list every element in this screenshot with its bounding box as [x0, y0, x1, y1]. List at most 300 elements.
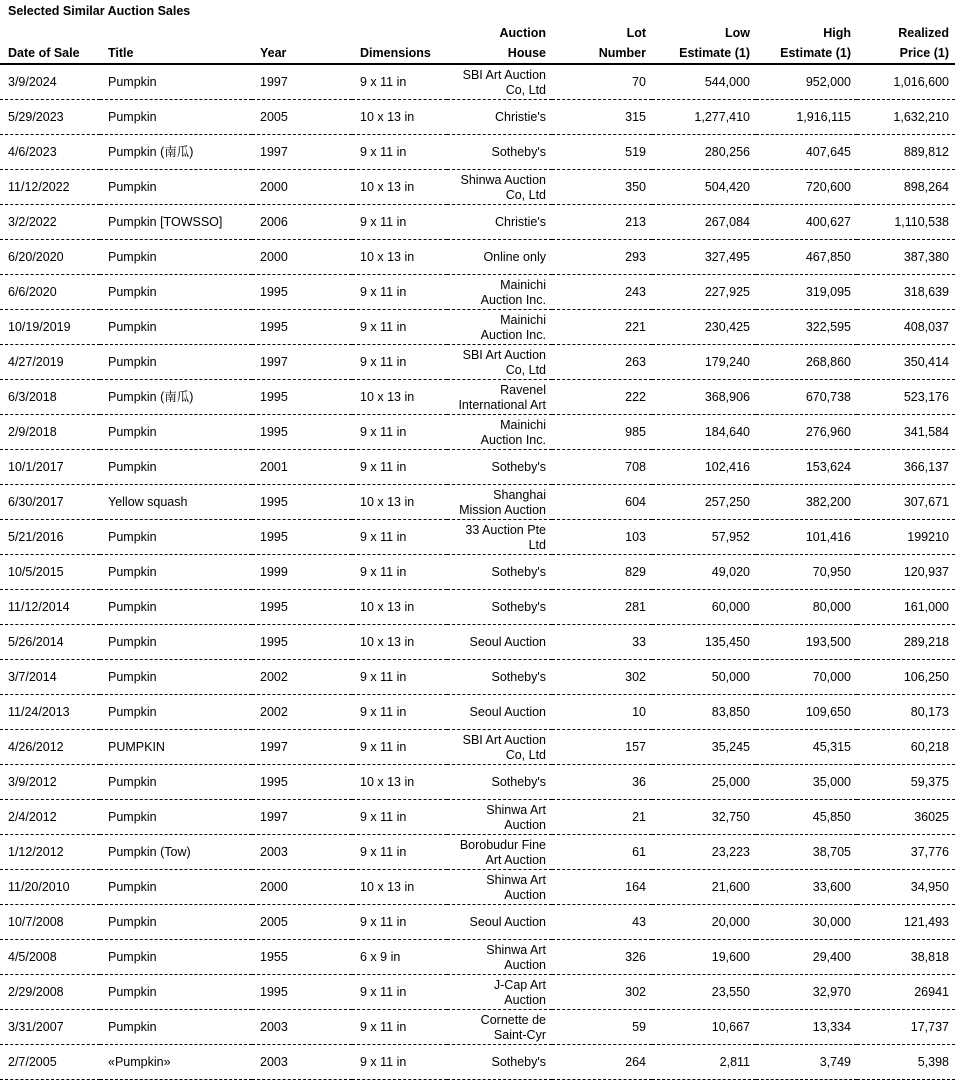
cell-high-estimate: 38,705 [756, 835, 857, 870]
table-row [0, 800, 955, 835]
cell-date: 4/6/2023 [0, 135, 100, 170]
auction-house-line: J-Cap Art [493, 977, 546, 992]
cell-year: 1999 [252, 555, 352, 590]
cell-title: Pumpkin [100, 765, 252, 800]
cell-auction-house [447, 730, 552, 765]
cell-high-estimate: 407,645 [756, 135, 857, 170]
col-header-lot-number [552, 23, 652, 64]
table-header-row [0, 23, 955, 64]
col-header-line: Realized [898, 26, 949, 40]
cell-year: 2000 [252, 170, 352, 205]
cell-low-estimate: 327,495 [652, 240, 756, 275]
cell-dimensions: 9 x 11 in [352, 695, 447, 730]
cell-low-estimate: 32,750 [652, 800, 756, 835]
cell-auction-house [447, 870, 552, 905]
cell-low-estimate: 184,640 [652, 415, 756, 450]
auction-house-line: Sotheby's [491, 565, 546, 579]
cell-lot-number: 315 [552, 100, 652, 135]
cell-lot-number: 164 [552, 870, 652, 905]
cell-title: Pumpkin [100, 555, 252, 590]
table-row [0, 625, 955, 660]
table-row [0, 205, 955, 240]
cell-lot-number: 281 [552, 590, 652, 625]
auction-house-line: Sotheby's [491, 1055, 546, 1069]
cell-low-estimate: 179,240 [652, 345, 756, 380]
cell-dimensions: 9 x 11 in [352, 310, 447, 345]
cell-dimensions: 10 x 13 in [352, 625, 447, 660]
cell-lot-number: 36 [552, 765, 652, 800]
table-row [0, 1010, 955, 1045]
table-row [0, 240, 955, 275]
cell-title: Pumpkin [100, 625, 252, 660]
cell-lot-number: 829 [552, 555, 652, 590]
auction-house-line: Shinwa Auction [460, 172, 546, 187]
cell-low-estimate: 83,850 [652, 695, 756, 730]
auction-house-line: SBI Art Auction [462, 347, 546, 362]
cell-low-estimate: 60,000 [652, 590, 756, 625]
col-header-low-estimate [652, 23, 756, 64]
cell-title: Pumpkin [100, 1010, 252, 1045]
table-body [0, 64, 955, 1080]
cell-realized-price: 5,398 [857, 1045, 955, 1080]
cell-date: 2/7/2005 [0, 1045, 100, 1080]
cell-auction-house [447, 940, 552, 975]
cell-date: 11/20/2010 [0, 870, 100, 905]
cell-dimensions: 9 x 11 in [352, 345, 447, 380]
cell-auction-house [447, 555, 552, 590]
cell-auction-house [447, 345, 552, 380]
cell-high-estimate: 720,600 [756, 170, 857, 205]
cell-year: 1995 [252, 275, 352, 310]
table-row [0, 940, 955, 975]
cell-date: 6/3/2018 [0, 380, 100, 415]
cell-date: 3/9/2024 [0, 64, 100, 100]
auction-house-line: Shinwa Art [486, 942, 546, 957]
cell-high-estimate: 30,000 [756, 905, 857, 940]
cell-title: Pumpkin (南瓜) [100, 135, 252, 170]
table-row [0, 730, 955, 765]
cell-auction-house [447, 310, 552, 345]
cell-high-estimate: 1,916,115 [756, 100, 857, 135]
cell-date: 3/9/2012 [0, 765, 100, 800]
col-header-line: House [507, 46, 546, 60]
cell-date: 5/29/2023 [0, 100, 100, 135]
cell-title: Pumpkin [100, 310, 252, 345]
cell-high-estimate: 45,850 [756, 800, 857, 835]
col-header-year: Year [252, 23, 352, 64]
cell-lot-number: 157 [552, 730, 652, 765]
auction-house-line: Auction Inc. [480, 292, 546, 307]
cell-date: 11/12/2022 [0, 170, 100, 205]
cell-lot-number: 293 [552, 240, 652, 275]
cell-realized-price: 341,584 [857, 415, 955, 450]
cell-low-estimate: 135,450 [652, 625, 756, 660]
cell-title: Pumpkin [100, 170, 252, 205]
cell-auction-house [447, 520, 552, 555]
cell-lot-number: 221 [552, 310, 652, 345]
cell-realized-price: 1,110,538 [857, 205, 955, 240]
cell-title: Pumpkin [100, 905, 252, 940]
col-header-line: Number [598, 46, 646, 60]
cell-auction-house [447, 590, 552, 625]
cell-realized-price: 307,671 [857, 485, 955, 520]
auction-house-line: Borobudur Fine [459, 837, 546, 852]
col-header-realized-price [857, 23, 955, 64]
cell-auction-house [447, 1045, 552, 1080]
table-row [0, 64, 955, 100]
auction-house-line: SBI Art Auction [462, 732, 546, 747]
cell-year: 2005 [252, 100, 352, 135]
table-row [0, 870, 955, 905]
cell-auction-house [447, 100, 552, 135]
cell-dimensions: 9 x 11 in [352, 275, 447, 310]
cell-date: 10/5/2015 [0, 555, 100, 590]
cell-realized-price: 366,137 [857, 450, 955, 485]
cell-realized-price: 26941 [857, 975, 955, 1010]
cell-dimensions: 9 x 11 in [352, 975, 447, 1010]
cell-lot-number: 350 [552, 170, 652, 205]
auction-house-line: Shinwa Art [486, 872, 546, 887]
cell-realized-price: 60,218 [857, 730, 955, 765]
auction-house-line: Auction [504, 957, 546, 972]
cell-realized-price: 80,173 [857, 695, 955, 730]
auction-house-line: Auction [504, 992, 546, 1007]
cell-auction-house [447, 240, 552, 275]
cell-lot-number: 10 [552, 695, 652, 730]
cell-lot-number: 519 [552, 135, 652, 170]
table-row [0, 345, 955, 380]
table-row [0, 485, 955, 520]
auction-house-line: Ravenel [500, 382, 546, 397]
cell-high-estimate: 400,627 [756, 205, 857, 240]
cell-dimensions: 9 x 11 in [352, 835, 447, 870]
cell-high-estimate: 101,416 [756, 520, 857, 555]
cell-year: 2003 [252, 1010, 352, 1045]
cell-year: 2003 [252, 1045, 352, 1080]
cell-title: Pumpkin [TOWSSO] [100, 205, 252, 240]
cell-title: Pumpkin (南瓜) [100, 380, 252, 415]
cell-lot-number: 302 [552, 975, 652, 1010]
cell-year: 1955 [252, 940, 352, 975]
cell-high-estimate: 193,500 [756, 625, 857, 660]
auction-sales-table [0, 23, 955, 1080]
cell-title: Pumpkin [100, 275, 252, 310]
cell-lot-number: 326 [552, 940, 652, 975]
col-header-line: Lot [626, 26, 646, 40]
cell-auction-house [447, 170, 552, 205]
cell-date: 10/7/2008 [0, 905, 100, 940]
cell-date: 6/20/2020 [0, 240, 100, 275]
cell-year: 1995 [252, 975, 352, 1010]
cell-date: 4/26/2012 [0, 730, 100, 765]
table-row [0, 135, 955, 170]
cell-high-estimate: 3,749 [756, 1045, 857, 1080]
cell-dimensions: 10 x 13 in [352, 870, 447, 905]
cell-high-estimate: 276,960 [756, 415, 857, 450]
cell-title: «Pumpkin» [100, 1045, 252, 1080]
cell-year: 1995 [252, 380, 352, 415]
auction-house-line: 33 Auction Pte [465, 522, 546, 537]
col-header-dimensions: Dimensions [352, 23, 447, 64]
cell-realized-price: 289,218 [857, 625, 955, 660]
cell-low-estimate: 19,600 [652, 940, 756, 975]
cell-low-estimate: 280,256 [652, 135, 756, 170]
cell-lot-number: 985 [552, 415, 652, 450]
cell-dimensions: 10 x 13 in [352, 170, 447, 205]
cell-dimensions: 9 x 11 in [352, 555, 447, 590]
cell-dimensions: 9 x 11 in [352, 730, 447, 765]
cell-realized-price: 34,950 [857, 870, 955, 905]
col-header-line: High [823, 26, 851, 40]
cell-high-estimate: 70,000 [756, 660, 857, 695]
col-header-line: Auction [499, 26, 546, 40]
cell-year: 2002 [252, 660, 352, 695]
cell-auction-house [447, 835, 552, 870]
cell-realized-price: 889,812 [857, 135, 955, 170]
cell-lot-number: 243 [552, 275, 652, 310]
cell-high-estimate: 670,738 [756, 380, 857, 415]
cell-low-estimate: 21,600 [652, 870, 756, 905]
cell-date: 3/2/2022 [0, 205, 100, 240]
cell-year: 1995 [252, 520, 352, 555]
cell-auction-house [447, 275, 552, 310]
auction-house-line: Co, Ltd [505, 187, 546, 202]
cell-lot-number: 21 [552, 800, 652, 835]
cell-low-estimate: 368,906 [652, 380, 756, 415]
cell-dimensions: 10 x 13 in [352, 590, 447, 625]
cell-date: 2/29/2008 [0, 975, 100, 1010]
auction-house-line: Auction [504, 887, 546, 902]
cell-dimensions: 9 x 11 in [352, 64, 447, 100]
auction-house-line: Christie's [494, 110, 546, 124]
cell-date: 4/5/2008 [0, 940, 100, 975]
col-header-title: Title [100, 23, 252, 64]
auction-house-line: Sotheby's [491, 670, 546, 684]
cell-auction-house [447, 625, 552, 660]
cell-dimensions: 10 x 13 in [352, 380, 447, 415]
cell-high-estimate: 45,315 [756, 730, 857, 765]
cell-date: 4/27/2019 [0, 345, 100, 380]
cell-year: 1997 [252, 345, 352, 380]
cell-low-estimate: 35,245 [652, 730, 756, 765]
cell-lot-number: 604 [552, 485, 652, 520]
cell-title: Pumpkin [100, 975, 252, 1010]
cell-auction-house [447, 660, 552, 695]
cell-year: 1997 [252, 800, 352, 835]
col-header-date: Date of Sale [0, 23, 100, 64]
auction-house-line: Shanghai [493, 487, 546, 502]
cell-lot-number: 302 [552, 660, 652, 695]
col-header-line: Estimate (1) [780, 46, 851, 60]
cell-auction-house [447, 695, 552, 730]
cell-title: Pumpkin [100, 800, 252, 835]
cell-year: 1997 [252, 135, 352, 170]
table-row [0, 450, 955, 485]
cell-high-estimate: 467,850 [756, 240, 857, 275]
cell-title: Pumpkin [100, 345, 252, 380]
cell-title: Pumpkin [100, 520, 252, 555]
cell-dimensions: 10 x 13 in [352, 100, 447, 135]
cell-low-estimate: 49,020 [652, 555, 756, 590]
cell-date: 3/7/2014 [0, 660, 100, 695]
cell-realized-price: 59,375 [857, 765, 955, 800]
cell-title: Yellow squash [100, 485, 252, 520]
cell-auction-house [447, 975, 552, 1010]
cell-auction-house [447, 765, 552, 800]
cell-lot-number: 263 [552, 345, 652, 380]
cell-title: Pumpkin [100, 450, 252, 485]
cell-title: Pumpkin [100, 240, 252, 275]
cell-date: 6/6/2020 [0, 275, 100, 310]
table-row [0, 695, 955, 730]
cell-low-estimate: 23,223 [652, 835, 756, 870]
cell-year: 1995 [252, 765, 352, 800]
cell-low-estimate: 23,550 [652, 975, 756, 1010]
cell-realized-price: 408,037 [857, 310, 955, 345]
cell-lot-number: 103 [552, 520, 652, 555]
cell-year: 1995 [252, 310, 352, 345]
cell-low-estimate: 257,250 [652, 485, 756, 520]
cell-realized-price: 106,250 [857, 660, 955, 695]
cell-lot-number: 213 [552, 205, 652, 240]
cell-title: Pumpkin [100, 940, 252, 975]
table-row [0, 660, 955, 695]
table-row [0, 100, 955, 135]
auction-house-line: Mission Auction [459, 502, 546, 517]
cell-low-estimate: 227,925 [652, 275, 756, 310]
auction-house-line: Art Auction [485, 852, 546, 867]
auction-house-line: Sotheby's [491, 145, 546, 159]
cell-auction-house [447, 64, 552, 100]
col-header-high-estimate [756, 23, 857, 64]
cell-dimensions: 9 x 11 in [352, 135, 447, 170]
cell-auction-house [447, 800, 552, 835]
cell-high-estimate: 153,624 [756, 450, 857, 485]
auction-house-line: Saint-Cyr [493, 1027, 546, 1042]
cell-low-estimate: 1,277,410 [652, 100, 756, 135]
cell-dimensions: 10 x 13 in [352, 485, 447, 520]
auction-house-line: Online only [483, 250, 546, 264]
cell-title: Pumpkin [100, 590, 252, 625]
cell-title: PUMPKIN [100, 730, 252, 765]
cell-date: 5/21/2016 [0, 520, 100, 555]
cell-year: 1995 [252, 625, 352, 660]
table-row [0, 765, 955, 800]
cell-title: Pumpkin [100, 415, 252, 450]
cell-year: 2003 [252, 835, 352, 870]
cell-year: 1995 [252, 485, 352, 520]
auction-house-line: Seoul Auction [469, 635, 546, 649]
cell-year: 2000 [252, 240, 352, 275]
cell-date: 5/26/2014 [0, 625, 100, 660]
table-row [0, 835, 955, 870]
cell-high-estimate: 32,970 [756, 975, 857, 1010]
cell-high-estimate: 33,600 [756, 870, 857, 905]
cell-lot-number: 708 [552, 450, 652, 485]
cell-dimensions: 9 x 11 in [352, 660, 447, 695]
cell-year: 1997 [252, 64, 352, 100]
cell-realized-price: 1,016,600 [857, 64, 955, 100]
cell-year: 2006 [252, 205, 352, 240]
cell-year: 1995 [252, 590, 352, 625]
auction-house-line: Sotheby's [491, 460, 546, 474]
cell-high-estimate: 35,000 [756, 765, 857, 800]
cell-year: 1995 [252, 415, 352, 450]
cell-date: 11/12/2014 [0, 590, 100, 625]
auction-house-line: Co, Ltd [505, 362, 546, 377]
cell-title: Pumpkin [100, 64, 252, 100]
col-header-auction-house [447, 23, 552, 64]
auction-house-line: Mainichi [500, 312, 546, 327]
cell-dimensions: 9 x 11 in [352, 415, 447, 450]
cell-date: 11/24/2013 [0, 695, 100, 730]
cell-high-estimate: 382,200 [756, 485, 857, 520]
cell-lot-number: 264 [552, 1045, 652, 1080]
cell-title: Pumpkin [100, 660, 252, 695]
cell-lot-number: 222 [552, 380, 652, 415]
cell-year: 2002 [252, 695, 352, 730]
auction-house-line: Seoul Auction [469, 915, 546, 929]
cell-high-estimate: 322,595 [756, 310, 857, 345]
cell-realized-price: 387,380 [857, 240, 955, 275]
cell-dimensions: 9 x 11 in [352, 205, 447, 240]
cell-year: 2000 [252, 870, 352, 905]
cell-low-estimate: 544,000 [652, 64, 756, 100]
auction-house-line: International Art [458, 397, 546, 412]
cell-high-estimate: 13,334 [756, 1010, 857, 1045]
cell-date: 2/4/2012 [0, 800, 100, 835]
auction-house-line: Sotheby's [491, 600, 546, 614]
cell-realized-price: 37,776 [857, 835, 955, 870]
cell-title: Pumpkin [100, 695, 252, 730]
auction-house-line: Co, Ltd [505, 82, 546, 97]
table-row [0, 975, 955, 1010]
cell-title: Pumpkin [100, 100, 252, 135]
cell-auction-house [447, 415, 552, 450]
cell-date: 2/9/2018 [0, 415, 100, 450]
cell-year: 2005 [252, 905, 352, 940]
col-header-line: Price (1) [899, 46, 949, 60]
auction-house-line: SBI Art Auction [462, 67, 546, 82]
cell-realized-price: 161,000 [857, 590, 955, 625]
table-row [0, 555, 955, 590]
cell-low-estimate: 50,000 [652, 660, 756, 695]
table-row [0, 520, 955, 555]
cell-high-estimate: 268,860 [756, 345, 857, 380]
table-row [0, 1045, 955, 1080]
cell-low-estimate: 102,416 [652, 450, 756, 485]
cell-date: 6/30/2017 [0, 485, 100, 520]
cell-realized-price: 1,632,210 [857, 100, 955, 135]
cell-realized-price: 898,264 [857, 170, 955, 205]
cell-lot-number: 61 [552, 835, 652, 870]
auction-house-line: Mainichi [500, 277, 546, 292]
table-row [0, 310, 955, 345]
cell-auction-house [447, 135, 552, 170]
auction-house-line: Mainichi [500, 417, 546, 432]
cell-low-estimate: 2,811 [652, 1045, 756, 1080]
cell-year: 2001 [252, 450, 352, 485]
cell-realized-price: 350,414 [857, 345, 955, 380]
cell-high-estimate: 29,400 [756, 940, 857, 975]
table-row [0, 275, 955, 310]
cell-lot-number: 33 [552, 625, 652, 660]
cell-low-estimate: 267,084 [652, 205, 756, 240]
cell-realized-price: 318,639 [857, 275, 955, 310]
cell-dimensions: 10 x 13 in [352, 765, 447, 800]
cell-auction-house [447, 905, 552, 940]
auction-house-line: Ltd [528, 537, 546, 552]
